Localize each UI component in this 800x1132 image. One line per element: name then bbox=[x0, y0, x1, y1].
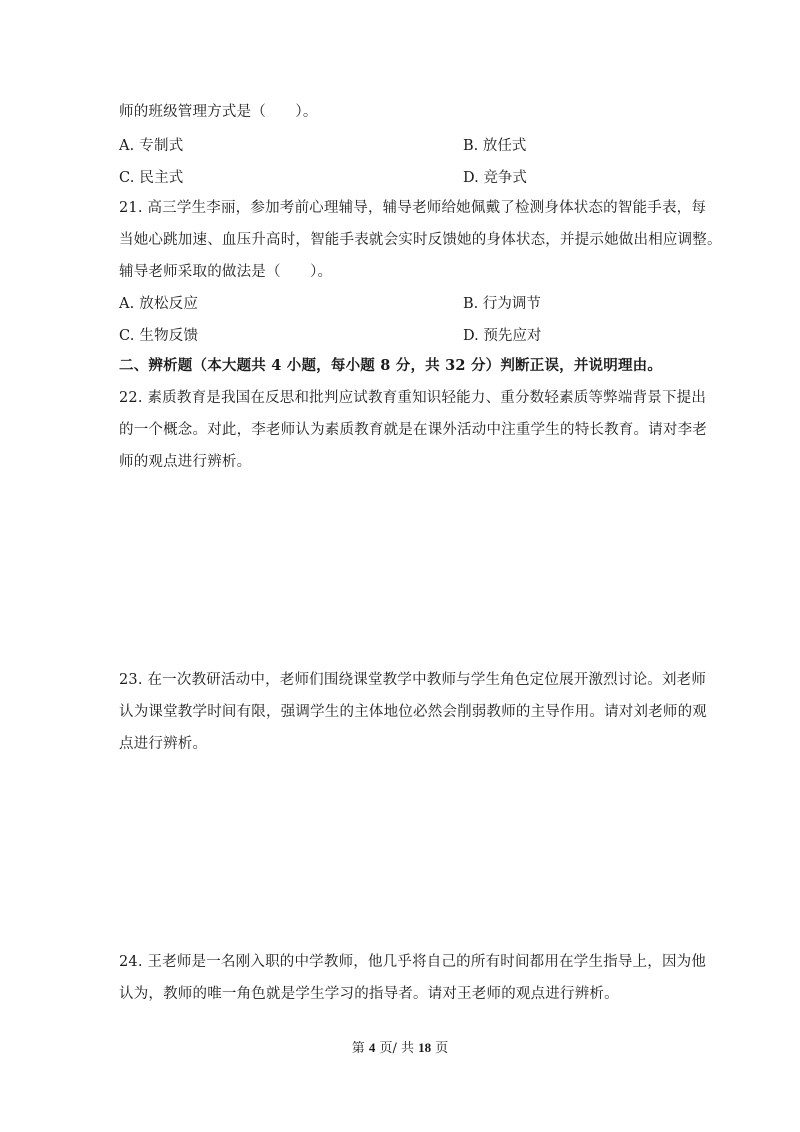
q21-line-2: 当她心跳加速、血压升高时，智能手表就会实时反馈她的身体状态，并提示她做出相应调整。 bbox=[119, 232, 722, 248]
q23-line-3: 点进行辨析。 bbox=[119, 736, 208, 752]
q21-option-c: C. 生物反馈 bbox=[119, 328, 199, 344]
q21-option-a: A. 放松反应 bbox=[119, 296, 199, 312]
footer-page-number: 4 bbox=[368, 1040, 376, 1055]
q21-option-b: B. 行为调节 bbox=[463, 296, 541, 312]
q24-line-2: 认为，教师的唯一角色就是学生学习的指导者。请对王老师的观点进行辨析。 bbox=[119, 986, 619, 1002]
q21-option-d: D. 预先应对 bbox=[463, 328, 542, 344]
q22-line-2: 的一个概念。对此，李老师认为素质教育就是在课外活动中注重学生的特长教育。请对李老 bbox=[119, 422, 707, 438]
footer-total-pages: 18 bbox=[418, 1040, 432, 1055]
q21-line-3: 辅导老师采取的做法是（ ）。 bbox=[119, 264, 333, 280]
page-footer bbox=[0, 1039, 800, 1058]
q22-line-3: 师的观点进行辨析。 bbox=[119, 454, 252, 470]
section2-heading: 二、辨析题（本大题共 4 小题，每小题 8 分，共 32 分）判断正误，并说明理由。 bbox=[119, 357, 663, 374]
q20-option-d: D. 竞争式 bbox=[463, 170, 527, 186]
q20-option-a: A. 专制式 bbox=[119, 138, 184, 154]
footer-suffix: 页 bbox=[435, 1041, 449, 1056]
q23-line-2: 认为课堂教学时间有限，强调学生的主体地位必然会削弱教师的主导作用。请对刘老师的观 bbox=[119, 704, 707, 720]
q21-line-1: 21. 高三学生李丽，参加考前心理辅导，辅导老师给她佩戴了检测身体状态的智能手表，每 bbox=[119, 200, 707, 216]
q23-line-1: 23. 在一次教研活动中，老师们围绕课堂教学中教师与学生角色定位展开激烈讨论。刘老师 bbox=[119, 672, 707, 688]
q22-line-1: 22. 素质教育是我国在反思和批判应试教育重知识轻能力、重分数轻素质等弊端背景下提出 bbox=[119, 390, 707, 406]
footer-prefix: 第 bbox=[351, 1041, 365, 1056]
q20-option-c: C. 民主式 bbox=[119, 170, 184, 186]
q20-option-b: B. 放任式 bbox=[463, 138, 527, 154]
footer-middle: 页/ 共 bbox=[379, 1041, 414, 1056]
q20-continuation: 师的班级管理方式是（ ）。 bbox=[119, 104, 318, 120]
q24-line-1: 24. 王老师是一名刚入职的中学教师，他几乎将自己的所有时间都用在学生指导上，因为他 bbox=[119, 954, 707, 970]
